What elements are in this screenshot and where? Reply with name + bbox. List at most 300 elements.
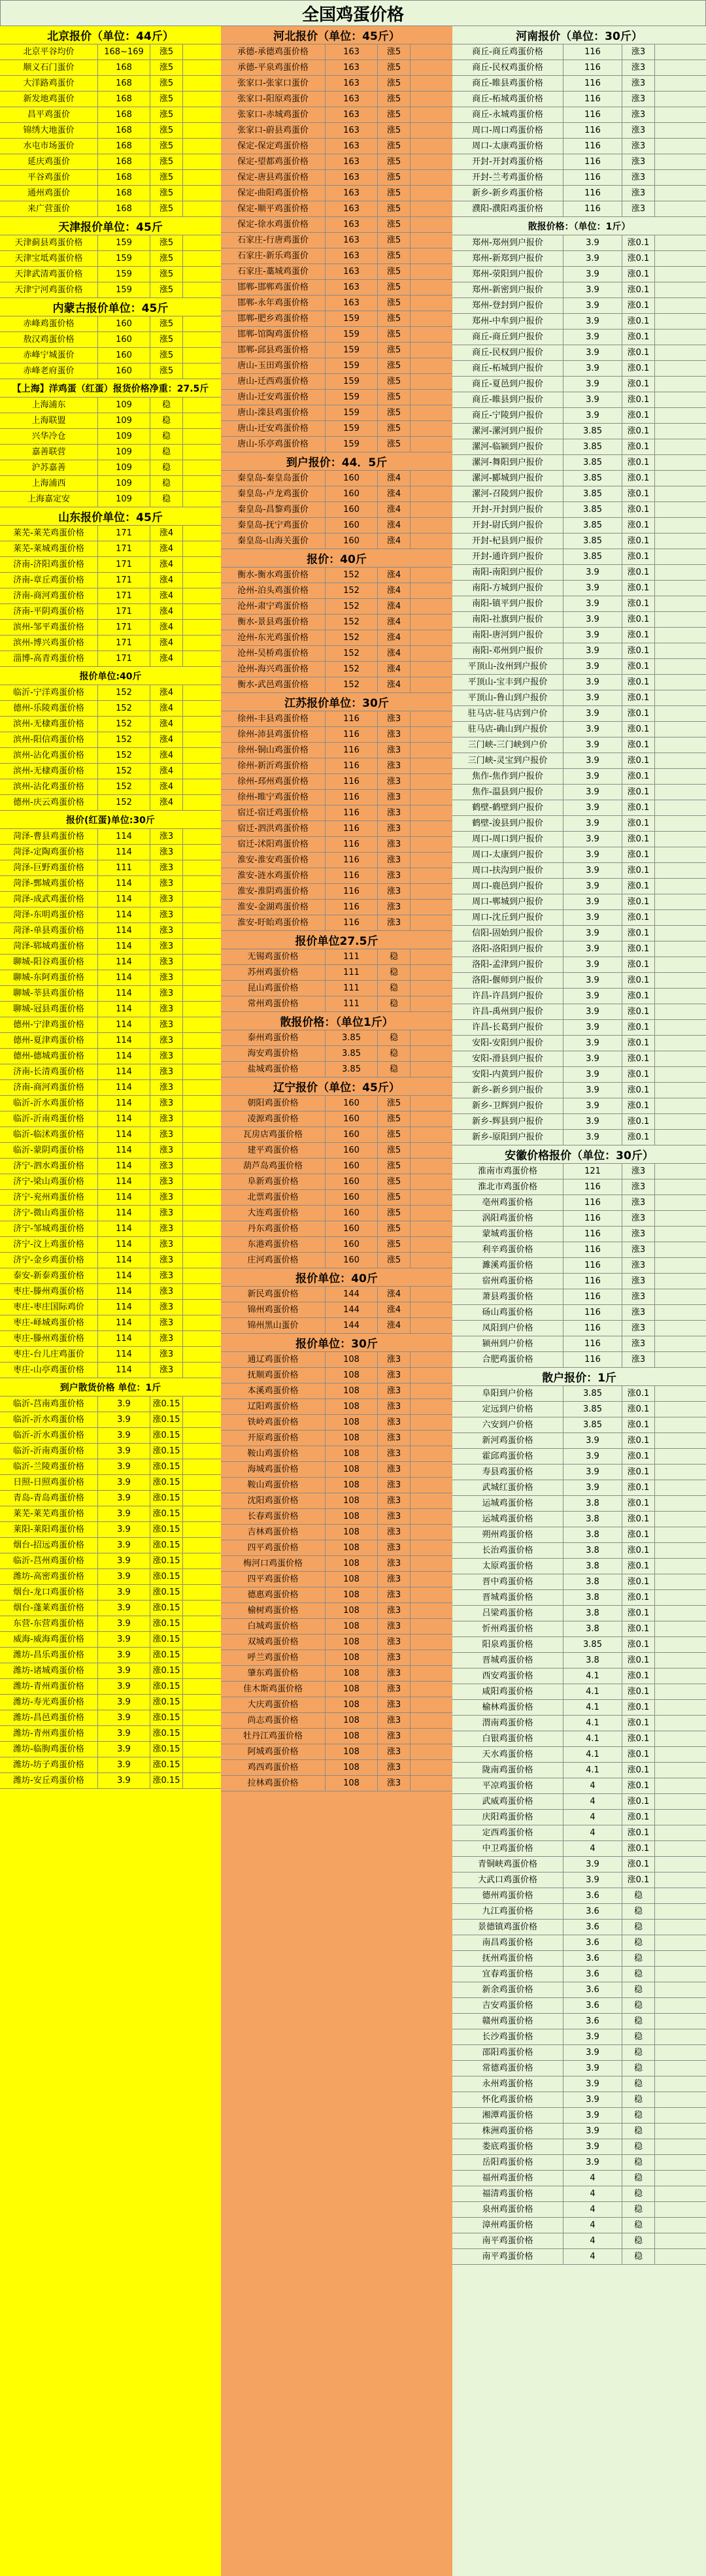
change-value: 涨5 (150, 139, 183, 154)
price-row (452, 973, 706, 989)
extra-cell (655, 2249, 706, 2264)
extra-cell (183, 1017, 221, 1032)
location-name: 德惠鸡蛋价格 (221, 1587, 326, 1602)
extra-cell (411, 76, 452, 91)
extra-cell (655, 1274, 706, 1289)
price-row (0, 557, 221, 573)
price-row (452, 989, 706, 1004)
extra-cell (655, 2202, 706, 2217)
change-value: 涨4 (378, 1302, 411, 1317)
price-value: 168 (98, 107, 150, 122)
price-value: 108 (326, 1431, 378, 1446)
location-name: 定西鸡蛋价格 (452, 1825, 563, 1840)
extra-cell (411, 1111, 452, 1127)
location-name: 砀山鸡蛋价格 (452, 1305, 563, 1320)
change-value: 涨3 (150, 1237, 183, 1252)
extra-cell (183, 154, 221, 169)
extra-cell (183, 1284, 221, 1299)
location-name: 商丘-民权到户报价 (452, 345, 563, 360)
price-value: 3.9 (563, 1098, 622, 1113)
price-row (0, 429, 221, 445)
price-value: 116 (563, 1336, 622, 1351)
location-name: 九江鸡蛋价格 (452, 1904, 563, 1919)
price-row (452, 659, 706, 675)
price-value: 168 (98, 60, 150, 75)
price-value: 3.9 (98, 1601, 150, 1616)
price-value: 114 (98, 1174, 150, 1189)
price-row (221, 662, 452, 677)
location-name: 临沂-宁洋鸡蛋价格 (0, 685, 98, 700)
price-value: 3.9 (98, 1695, 150, 1710)
change-value: 涨5 (378, 1221, 411, 1236)
change-value: 涨3 (150, 1300, 183, 1315)
change-value: 涨0.15 (150, 1553, 183, 1568)
price-row (452, 2014, 706, 2029)
extra-cell (183, 1174, 221, 1189)
extra-cell (411, 727, 452, 742)
price-row (221, 1143, 452, 1159)
price-value: 163 (326, 217, 378, 232)
price-value: 116 (563, 1258, 622, 1273)
extra-cell (655, 1195, 706, 1210)
change-value: 涨0.1 (622, 267, 655, 282)
change-value: 涨3 (150, 955, 183, 970)
change-value: 涨0.1 (622, 1512, 655, 1527)
location-name: 朔州鸡蛋价格 (452, 1527, 563, 1542)
extra-cell (655, 139, 706, 154)
location-name: 潍坊-安丘鸡蛋价格 (0, 1773, 98, 1788)
extra-cell (183, 1459, 221, 1474)
location-name: 菏泽-郓城鸡蛋价格 (0, 939, 98, 954)
location-name: 安阳-安阳到户报价 (452, 1036, 563, 1051)
change-value: 涨0.1 (622, 235, 655, 250)
extra-cell (183, 779, 221, 794)
price-value: 3.9 (563, 235, 622, 250)
change-value: 涨3 (378, 727, 411, 742)
price-row (0, 332, 221, 348)
extra-cell (655, 769, 706, 784)
location-name: 枣庄-峄城鸡蛋价格 (0, 1315, 98, 1330)
price-value: 3.9 (98, 1538, 150, 1553)
change-value: 稳 (622, 2155, 655, 2170)
change-value: 涨0.1 (622, 1543, 655, 1558)
extra-cell (411, 358, 452, 373)
extra-cell (411, 1587, 452, 1602)
extra-cell (411, 311, 452, 326)
price-row (221, 1127, 452, 1143)
price-value: 114 (98, 907, 150, 923)
price-value: 160 (326, 1096, 378, 1111)
price-value: 3.9 (563, 1433, 622, 1448)
extra-cell (183, 92, 221, 107)
extra-cell (411, 1174, 452, 1189)
location-name: 潍坊-寿光鸡蛋价格 (0, 1695, 98, 1710)
change-value: 涨0.1 (622, 1606, 655, 1621)
price-value: 108 (326, 1760, 378, 1775)
location-name: 佳木斯鸡蛋价格 (221, 1682, 326, 1697)
price-row (0, 460, 221, 476)
location-name: 水屯市场蛋价 (0, 139, 98, 154)
extra-cell (655, 643, 706, 658)
change-value: 涨0.1 (622, 832, 655, 847)
location-name: 莱芜-莱城鸡蛋价格 (0, 541, 98, 556)
extra-cell (411, 1127, 452, 1142)
price-value: 3.9 (563, 612, 622, 627)
extra-cell (183, 860, 221, 875)
price-value: 3.8 (563, 1653, 622, 1668)
change-value: 涨3 (378, 1682, 411, 1697)
price-value: 152 (98, 764, 150, 779)
location-name: 唐山-迁安鸡蛋价格 (221, 390, 326, 405)
change-value: 涨3 (622, 1164, 655, 1179)
price-row (0, 892, 221, 907)
change-value: 涨0.1 (622, 941, 655, 957)
price-value: 3.6 (563, 2014, 622, 2029)
extra-cell (183, 251, 221, 266)
change-value: 涨0.1 (622, 392, 655, 407)
location-name: 许昌-长葛到户报价 (452, 1020, 563, 1035)
change-value: 涨3 (150, 970, 183, 985)
extra-cell (183, 685, 221, 700)
location-name: 霍邱鸡蛋价格 (452, 1449, 563, 1464)
price-row (0, 1111, 221, 1127)
change-value: 涨5 (378, 139, 411, 154)
change-value: 涨0.1 (622, 659, 655, 674)
change-value: 涨0.1 (622, 330, 655, 345)
extra-cell (411, 421, 452, 436)
extra-cell (655, 2171, 706, 2186)
change-value: 涨0.1 (622, 1716, 655, 1731)
extra-cell (655, 267, 706, 282)
change-value: 涨0.15 (150, 1710, 183, 1725)
price-row (0, 1127, 221, 1143)
change-value: 稳 (622, 2076, 655, 2092)
change-value: 涨5 (378, 1096, 411, 1111)
change-value: 涨0.1 (622, 910, 655, 925)
price-value: 3.6 (563, 1935, 622, 1950)
price-row (452, 2045, 706, 2061)
price-value: 3.9 (563, 894, 622, 909)
price-value: 116 (326, 915, 378, 930)
price-row (452, 1763, 706, 1778)
extra-cell (655, 2092, 706, 2107)
extra-cell (411, 264, 452, 279)
extra-cell (655, 1098, 706, 1113)
location-name: 铁岭鸡蛋价格 (221, 1415, 326, 1430)
extra-cell (655, 2233, 706, 2248)
change-value: 稳 (622, 2014, 655, 2029)
price-row (0, 1159, 221, 1174)
extra-cell (655, 1321, 706, 1336)
price-value: 108 (326, 1697, 378, 1712)
price-row (221, 1744, 452, 1760)
price-row (0, 923, 221, 939)
price-row (221, 311, 452, 327)
price-row (452, 2029, 706, 2045)
price-row (0, 795, 221, 811)
price-row (221, 1399, 452, 1415)
location-name: 徐州-沛县鸡蛋价格 (221, 727, 326, 742)
location-name: 保定-曲阳鸡蛋价格 (221, 186, 326, 201)
change-value: 涨3 (150, 1111, 183, 1127)
change-value: 涨4 (378, 471, 411, 486)
change-value: 涨5 (150, 92, 183, 107)
location-name: 娄底鸡蛋价格 (452, 2139, 563, 2154)
change-value: 涨5 (150, 44, 183, 59)
price-value: 116 (326, 821, 378, 836)
location-name: 邵阳鸡蛋价格 (452, 2045, 563, 2060)
price-value: 114 (98, 970, 150, 985)
price-row (0, 764, 221, 779)
change-value: 涨5 (378, 1190, 411, 1205)
extra-cell (183, 1237, 221, 1252)
extra-cell (183, 1412, 221, 1427)
price-row (452, 1067, 706, 1083)
price-row (221, 790, 452, 805)
location-name: 新河鸡蛋价格 (452, 1433, 563, 1448)
location-name: 上海嘉定安 (0, 492, 98, 507)
price-value: 109 (98, 460, 150, 475)
change-value: 涨3 (150, 1174, 183, 1189)
location-name: 石家庄-行唐鸡蛋价 (221, 233, 326, 248)
extra-cell (411, 1446, 452, 1461)
change-value: 涨5 (378, 311, 411, 326)
price-row (0, 717, 221, 732)
change-value: 涨3 (622, 1242, 655, 1257)
price-value: 3.9 (98, 1757, 150, 1772)
price-value: 3.9 (563, 1465, 622, 1480)
price-row (452, 1179, 706, 1195)
location-name: 长治鸡蛋价格 (452, 1543, 563, 1558)
change-value: 涨4 (378, 486, 411, 501)
location-name: 沈阳鸡蛋价格 (221, 1493, 326, 1508)
price-row (221, 711, 452, 727)
extra-cell (655, 201, 706, 216)
price-value: 114 (98, 1315, 150, 1330)
location-name: 朝阳鸡蛋价格 (221, 1096, 326, 1111)
extra-cell (655, 1951, 706, 1966)
price-row (452, 1465, 706, 1480)
price-row (221, 821, 452, 837)
change-value: 涨4 (378, 568, 411, 583)
change-value: 涨3 (378, 1760, 411, 1775)
price-value: 3.9 (98, 1412, 150, 1427)
extra-cell (655, 486, 706, 501)
price-row (221, 217, 452, 233)
location-name: 焦作-焦作到户报价 (452, 769, 563, 784)
location-name: 莱芜-莱芜鸡蛋价格 (0, 1506, 98, 1521)
price-value: 114 (98, 1096, 150, 1111)
extra-cell (411, 599, 452, 614)
price-value: 116 (326, 711, 378, 726)
price-row (452, 1857, 706, 1873)
price-value: 116 (563, 201, 622, 216)
extra-cell (655, 1336, 706, 1351)
location-name: 枣庄-台儿庄鸡蛋价 (0, 1347, 98, 1362)
extra-cell (183, 1127, 221, 1142)
price-value: 116 (326, 805, 378, 821)
price-row (0, 685, 221, 701)
price-row (0, 123, 221, 139)
price-value: 160 (326, 502, 378, 517)
price-row (452, 1211, 706, 1227)
change-value: 涨5 (378, 358, 411, 373)
price-row (0, 316, 221, 332)
price-value: 3.9 (563, 596, 622, 611)
price-row (0, 1049, 221, 1064)
extra-cell (655, 1888, 706, 1903)
location-name: 潍坊-昌乐鸡蛋价格 (0, 1648, 98, 1663)
price-row (0, 1428, 221, 1444)
price-row (452, 408, 706, 424)
location-name: 临沂-沂南鸡蛋价格 (0, 1444, 98, 1459)
change-value: 涨0.1 (622, 1496, 655, 1511)
extra-cell (411, 630, 452, 645)
location-name: 衡水-景县鸡蛋价格 (221, 615, 326, 630)
middle-price-column (221, 26, 452, 2576)
change-value: 涨0.1 (622, 377, 655, 392)
price-row (452, 1904, 706, 1920)
price-row (452, 1716, 706, 1731)
extra-cell (655, 941, 706, 957)
price-value: 163 (326, 76, 378, 91)
price-value: 171 (98, 604, 150, 619)
price-row (452, 879, 706, 894)
location-name: 赤峰鸡蛋价格 (0, 316, 98, 331)
change-value: 稳 (622, 1888, 655, 1903)
price-value: 152 (326, 568, 378, 583)
price-row (0, 588, 221, 604)
price-row (221, 1287, 452, 1302)
location-name: 保定-顺平鸡蛋价格 (221, 201, 326, 216)
change-value: 涨3 (378, 1587, 411, 1602)
location-name: 邯郸-永年鸡蛋价格 (221, 296, 326, 311)
location-name: 建平鸡蛋价格 (221, 1143, 326, 1158)
extra-cell (655, 1352, 706, 1367)
price-row (0, 348, 221, 364)
extra-cell (655, 1684, 706, 1699)
location-name: 三门峡-三门峡到户价 (452, 737, 563, 753)
extra-cell (183, 1049, 221, 1064)
price-row (452, 1700, 706, 1716)
price-row (221, 233, 452, 248)
price-value: 163 (326, 139, 378, 154)
extra-cell (411, 1368, 452, 1383)
location-name: 聊城-冠县鸡蛋价格 (0, 1002, 98, 1017)
change-value: 涨3 (378, 1635, 411, 1650)
extra-cell (183, 636, 221, 651)
location-name: 唐山-乐亭鸡蛋价格 (221, 437, 326, 452)
change-value: 涨4 (378, 1287, 411, 1302)
location-name: 临沂-兰陵鸡蛋价格 (0, 1459, 98, 1474)
price-row (0, 636, 221, 651)
price-row (221, 1096, 452, 1111)
extra-cell (655, 1449, 706, 1464)
price-row (221, 1159, 452, 1174)
price-value: 171 (98, 557, 150, 572)
location-name: 保定-望都鸡蛋价格 (221, 154, 326, 169)
location-name: 淮安-淮阴鸡蛋价格 (221, 884, 326, 899)
location-name: 周口-沈丘到户报价 (452, 910, 563, 925)
change-value: 涨0.1 (622, 612, 655, 627)
price-value: 108 (326, 1635, 378, 1650)
location-name: 商丘-民权鸡蛋价格 (452, 60, 563, 75)
location-name: 定远到户价格 (452, 1402, 563, 1417)
location-name: 菏泽-单县鸡蛋价格 (0, 923, 98, 938)
location-name: 张家口-张家口蛋价 (221, 76, 326, 91)
extra-cell (655, 832, 706, 847)
price-value: 121 (563, 1164, 622, 1179)
price-row (0, 939, 221, 955)
price-value: 3.9 (98, 1553, 150, 1568)
price-row (452, 1321, 706, 1336)
extra-cell (655, 816, 706, 831)
price-value: 116 (563, 1352, 622, 1367)
location-name: 安阳-滑县到户报价 (452, 1051, 563, 1066)
extra-cell (411, 1682, 452, 1697)
price-value: 159 (98, 251, 150, 266)
extra-cell (655, 1857, 706, 1872)
extra-cell (411, 1666, 452, 1681)
extra-cell (411, 868, 452, 883)
price-value: 116 (326, 758, 378, 773)
price-value: 116 (326, 727, 378, 742)
change-value: 涨5 (378, 217, 411, 232)
change-value: 涨3 (622, 1227, 655, 1242)
price-row (452, 1574, 706, 1590)
location-name: 商丘-睢县鸡蛋价格 (452, 76, 563, 91)
price-row (221, 568, 452, 583)
extra-cell (183, 573, 221, 588)
extra-cell (655, 2186, 706, 2201)
location-name: 亳州鸡蛋价格 (452, 1195, 563, 1210)
extra-cell (183, 1428, 221, 1443)
extra-cell (183, 1553, 221, 1568)
extra-cell (411, 1318, 452, 1333)
location-name: 南阳-方城到户报价 (452, 581, 563, 596)
change-value: 涨0.15 (150, 1538, 183, 1553)
extra-cell (655, 1700, 706, 1715)
location-name: 沧州-东光鸡蛋价格 (221, 630, 326, 645)
price-row (0, 76, 221, 92)
change-value: 涨4 (150, 557, 183, 572)
change-value: 涨3 (378, 790, 411, 805)
change-value: 涨0.1 (622, 1083, 655, 1098)
price-value: 3.9 (98, 1428, 150, 1443)
price-row (452, 534, 706, 549)
extra-cell (655, 2218, 706, 2233)
price-row (452, 1496, 706, 1512)
extra-cell (411, 1713, 452, 1728)
price-value: 3.9 (563, 2155, 622, 2170)
change-value: 涨0.1 (622, 1465, 655, 1480)
price-row (452, 1274, 706, 1289)
price-row (452, 1289, 706, 1305)
extra-cell (655, 408, 706, 423)
change-value: 涨3 (150, 1080, 183, 1095)
change-value: 涨5 (378, 170, 411, 185)
location-name: 凤阳到户价格 (452, 1321, 563, 1336)
change-value: 稳 (622, 1998, 655, 2013)
change-value: 涨0.1 (622, 863, 655, 878)
change-value: 涨5 (378, 1143, 411, 1158)
price-value: 108 (326, 1446, 378, 1461)
change-value: 涨0.1 (622, 298, 655, 313)
price-value: 116 (326, 837, 378, 852)
price-value: 4 (563, 2233, 622, 2248)
location-name: 青岛-青岛鸡蛋价格 (0, 1491, 98, 1506)
change-value: 涨4 (150, 604, 183, 619)
